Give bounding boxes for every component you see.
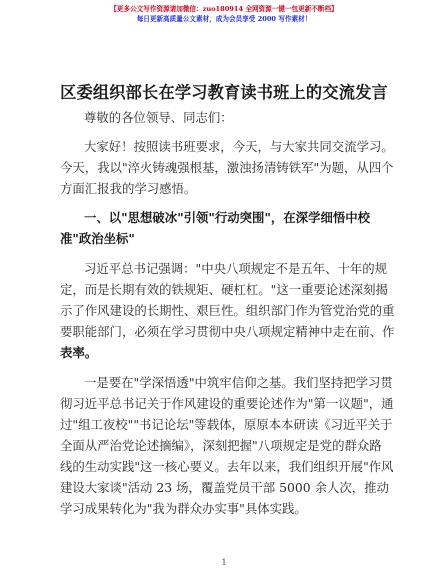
banner-line-2: 每日更新高质量公文素材，成为会员享受 2000 写作素材！ — [136, 15, 312, 23]
body-line: 要职能部门，必须在学习贯彻中央八项规定精神中走在前、作 — [60, 324, 395, 339]
body-line: 定，而是长期有效的铁规矩、硬杠杠。"这一重要论述深刻揭 — [60, 282, 388, 297]
section-heading: 一、以"思想破冰"引领"行动突围"，在深学细悟中校 — [84, 210, 371, 225]
body-line: 大家好！按照读书班要求，今天，与大家共同交流学习。 — [84, 139, 394, 154]
body-line: 习近平总书记强调："中央八项规定不是五年、十年的规 — [84, 261, 388, 276]
body-line: 全面从严治党论述摘编》，深刻把握"八项规定是党的群众路 — [60, 438, 382, 453]
banner-line-1: 【更多公文写作资源请加微信：zuo180914 全网资源一键一包更新不断档】 — [110, 5, 338, 13]
body-line: 示了作风建设的长期性、艰巨性。组织部门作为管党治党的重 — [60, 303, 395, 318]
body-line: 学习成果转化为"我为群众办实事"具体实践。 — [60, 501, 307, 516]
body-line: 线的生动实践"这一核心要义。去年以来，我们组织开展"作风 — [60, 459, 394, 474]
body-line: 建设大家谈"活动 23 场，覆盖党员干部 5000 余人次，推动 — [60, 480, 389, 495]
body-line: 方面汇报我的学习感悟。 — [60, 181, 197, 196]
page-number: 1 — [221, 558, 227, 567]
section-heading: 准"政治坐标" — [60, 231, 135, 246]
body-line: 表率。 — [60, 345, 98, 360]
body-line: 今天，我以"淬火铸魂强根基，激浊扬清铸铁军"为题，从四个 — [60, 160, 394, 175]
body-line: 过"组工夜校""书记论坛"等载体，原原本本研读《习近平关于 — [60, 417, 393, 432]
salutation: 尊敬的各位领导、同志们： — [84, 110, 233, 125]
body-line: 彻习近平总书记关于作风建设的重要论述作为"第一议题"，通 — [60, 396, 394, 411]
document-title: 区委组织部长在学习教育读书班上的交流发言 — [60, 83, 388, 102]
header-banner — [0, 4, 448, 24]
body-line: 一是要在"学深悟透"中筑牢信仰之基。我们坚持把学习贯 — [84, 375, 393, 390]
